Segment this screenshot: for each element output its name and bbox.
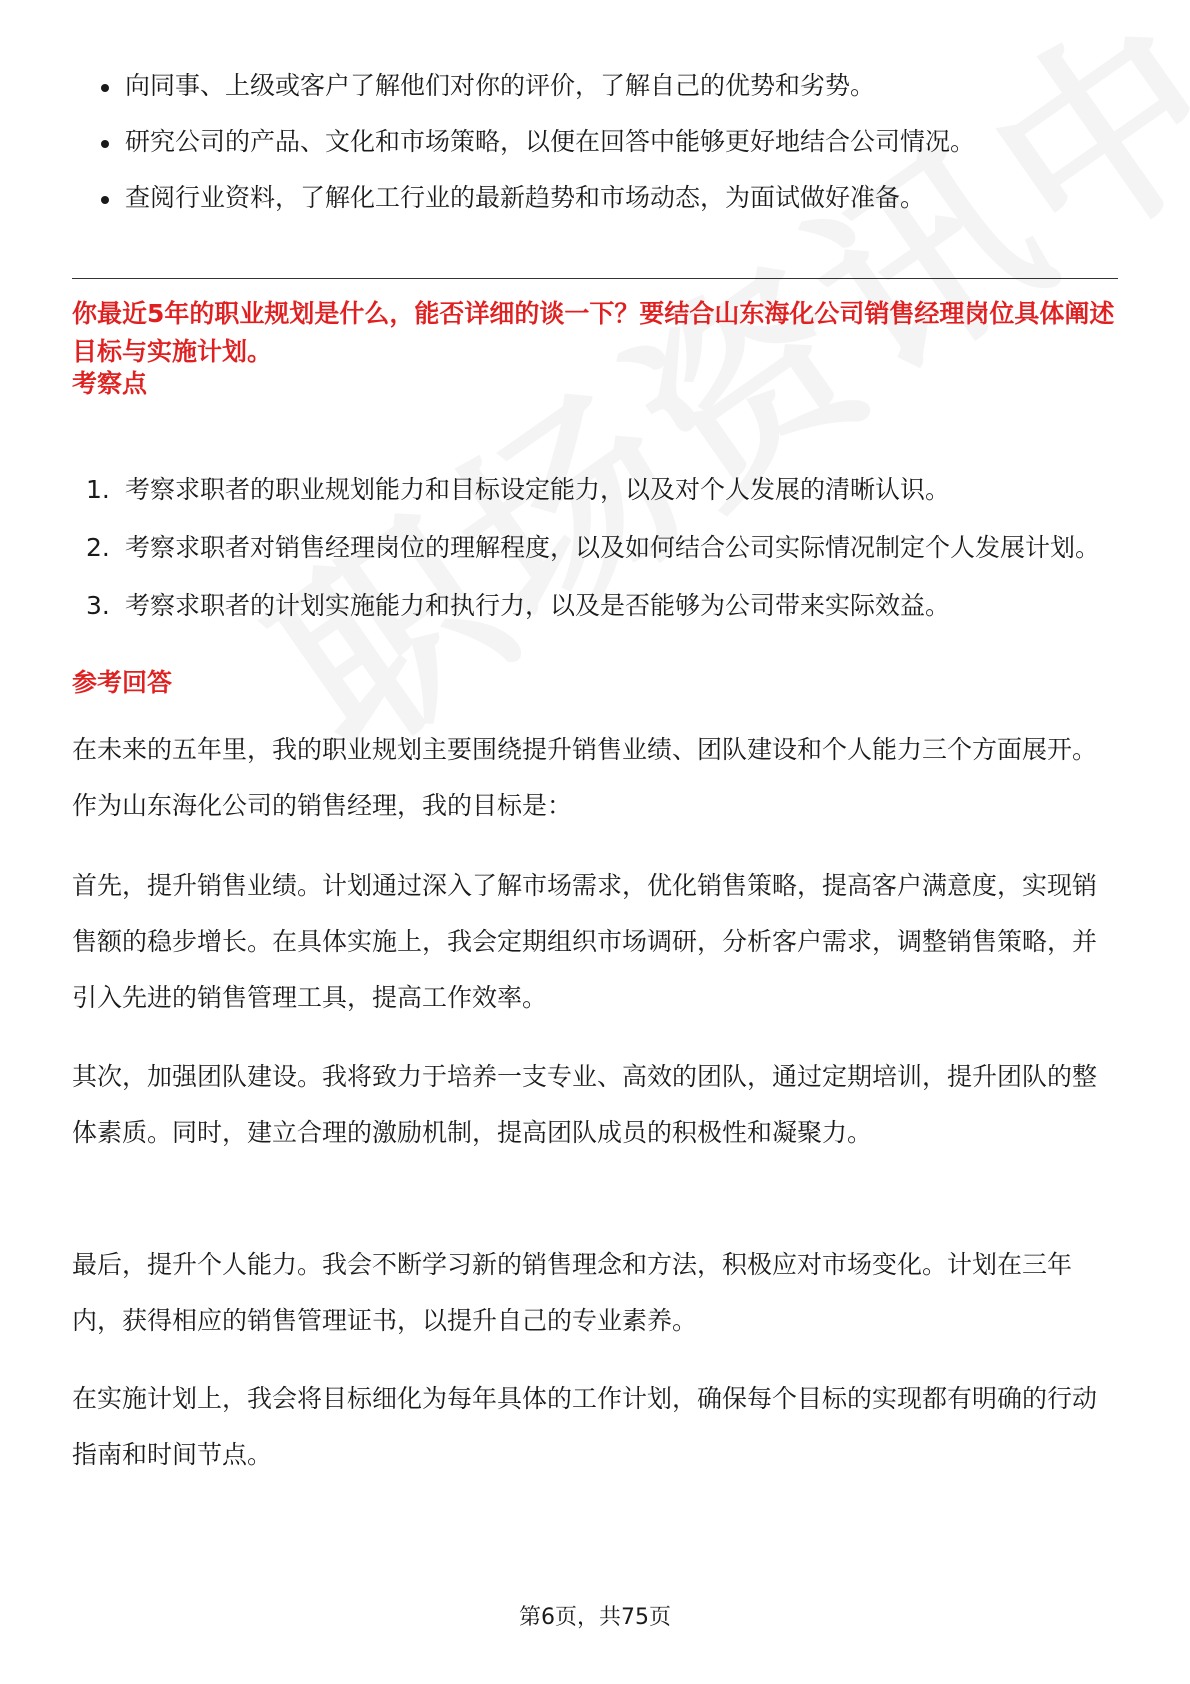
page-footer: 第6页，共75页 — [519, 1605, 671, 1630]
bullet-dot-icon — [101, 140, 109, 148]
bullet-text: 向同事、上级或客户了解他们对你的评价，了解自己的优势和劣势。 — [125, 71, 876, 100]
assessment-list — [72, 462, 1118, 636]
item-text: 考察求职者对销售经理岗位的理解程度，以及如何结合公司实际情况制定个人发展计划。 — [125, 533, 1101, 562]
top-bullet-list — [72, 58, 1118, 226]
item-number: 2. — [86, 533, 110, 562]
answer-paragraph: 在未来的五年里，我的职业规划主要围绕提升销售业绩、团队建设和个人能力三个方面展开。作为山东海化公司的销售经理，我的目标是： — [72, 735, 1098, 820]
bullet-text: 研究公司的产品、文化和市场策略，以便在回答中能够更好地结合公司情况。 — [125, 127, 976, 156]
list-item — [72, 520, 1118, 576]
item-number: 3. — [86, 591, 110, 620]
item-number: 1. — [86, 475, 110, 504]
bullet-dot-icon — [101, 84, 109, 92]
item-text: 考察求职者的计划实施能力和执行力，以及是否能够为公司带来实际效益。 — [125, 591, 951, 620]
bullet-dot-icon — [101, 196, 109, 204]
bullet-text: 查阅行业资料，了解化工行业的最新趋势和市场动态，为面试做好准备。 — [125, 183, 926, 212]
list-item — [72, 170, 1118, 226]
list-item — [72, 114, 1118, 170]
list-item — [72, 578, 1118, 634]
list-item — [72, 462, 1118, 518]
section-divider — [72, 278, 1118, 279]
question-heading: 你最近5年的职业规划是什么，能否详细的谈一下？要结合山东海化公司销售经理岗位具体阐述目标与实施计划。 — [72, 299, 1115, 366]
answer-title: 参考回答 — [72, 668, 173, 697]
assessment-title: 考察点 — [72, 369, 148, 398]
item-text: 考察求职者的职业规划能力和目标设定能力，以及对个人发展的清晰认识。 — [125, 475, 951, 504]
list-item — [72, 58, 1118, 114]
answer-paragraph: 最后，提升个人能力。我会不断学习新的销售理念和方法，积极应对市场变化。计划在三年内，获得相应的销售管理证书，以提升自己的专业素养。 — [72, 1250, 1073, 1335]
answer-paragraph: 其次，加强团队建设。我将致力于培养一支专业、高效的团队，通过定期培训，提升团队的整体素质。同时，建立合理的激励机制，提高团队成员的积极性和凝聚力。 — [72, 1062, 1098, 1147]
answer-paragraph: 首先，提升销售业绩。计划通过深入了解市场需求，优化销售策略，提高客户满意度，实现销售额的稳步增长。在具体实施上，我会定期组织市场调研，分析客户需求，调整销售策略，并引入先进的销售管理工具，提高工作效率。 — [72, 871, 1098, 1012]
answer-paragraph: 在实施计划上，我会将目标细化为每年具体的工作计划，确保每个目标的实现都有明确的行动指南和时间节点。 — [72, 1384, 1098, 1469]
